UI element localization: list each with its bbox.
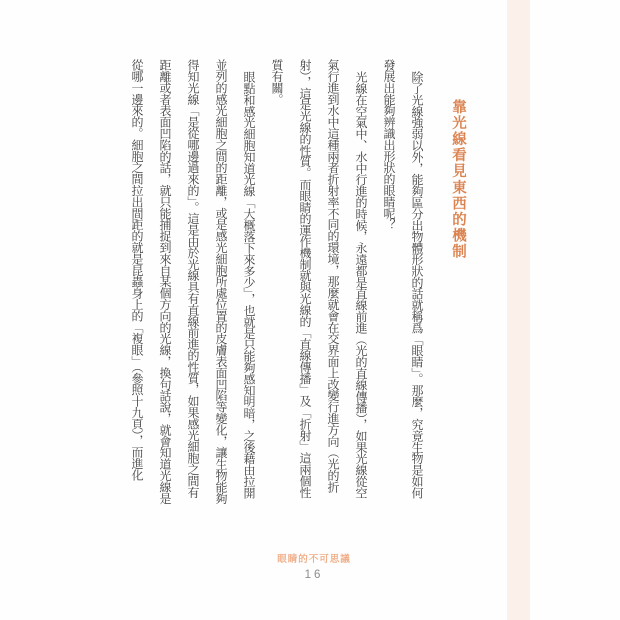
margin-band [507,0,530,620]
page-number: 16 [304,569,324,581]
running-footer-title: 眼睛的不可思議 [277,554,351,565]
paragraph-3: 眼點和感光細胞知道光線「大概落下來多少」，也就是只能夠感知明暗，之後藉由拉開並列的感光細胞之間的距離，或是感光細胞所處位置的皮膚表面凹陷等變化，讓生物能夠得知光線「是從哪邊過來的」。這是由於光線具有直線前進的性質，如果感光細胞之間有距離或者表面凹陷的話，就只能捕捉到來自某個方向的光線，換句話說，就會知道光線是從哪一邊來的。細胞之間拉出間距的就是昆蟲身上的「複眼」（參照十九頁），而進化 [130,59,256,504]
body-text [123,59,431,505]
section-title: 靠光線看見東西的機制 [450,99,466,260]
paragraph-1: 除了光線強弱以外，能夠區分出物體形狀的話就稱爲「眼睛」。那麼，究竟生物是如何發展出能夠辨識出形狀的眼睛呢？ [382,59,424,499]
paragraph-2: 光線在空氣中、水中行進的時候，永遠都是直線前進（光的直線傳播），如果光線從空氣行進到水中這種兩者折射率不同的環境，那麼就會在交界面上改變行進方向（光的折射），這是光線的性質。而眼睛的運作機制就與光線的「直線傳播」及「折射」這兩個性質有關。 [270,59,368,499]
